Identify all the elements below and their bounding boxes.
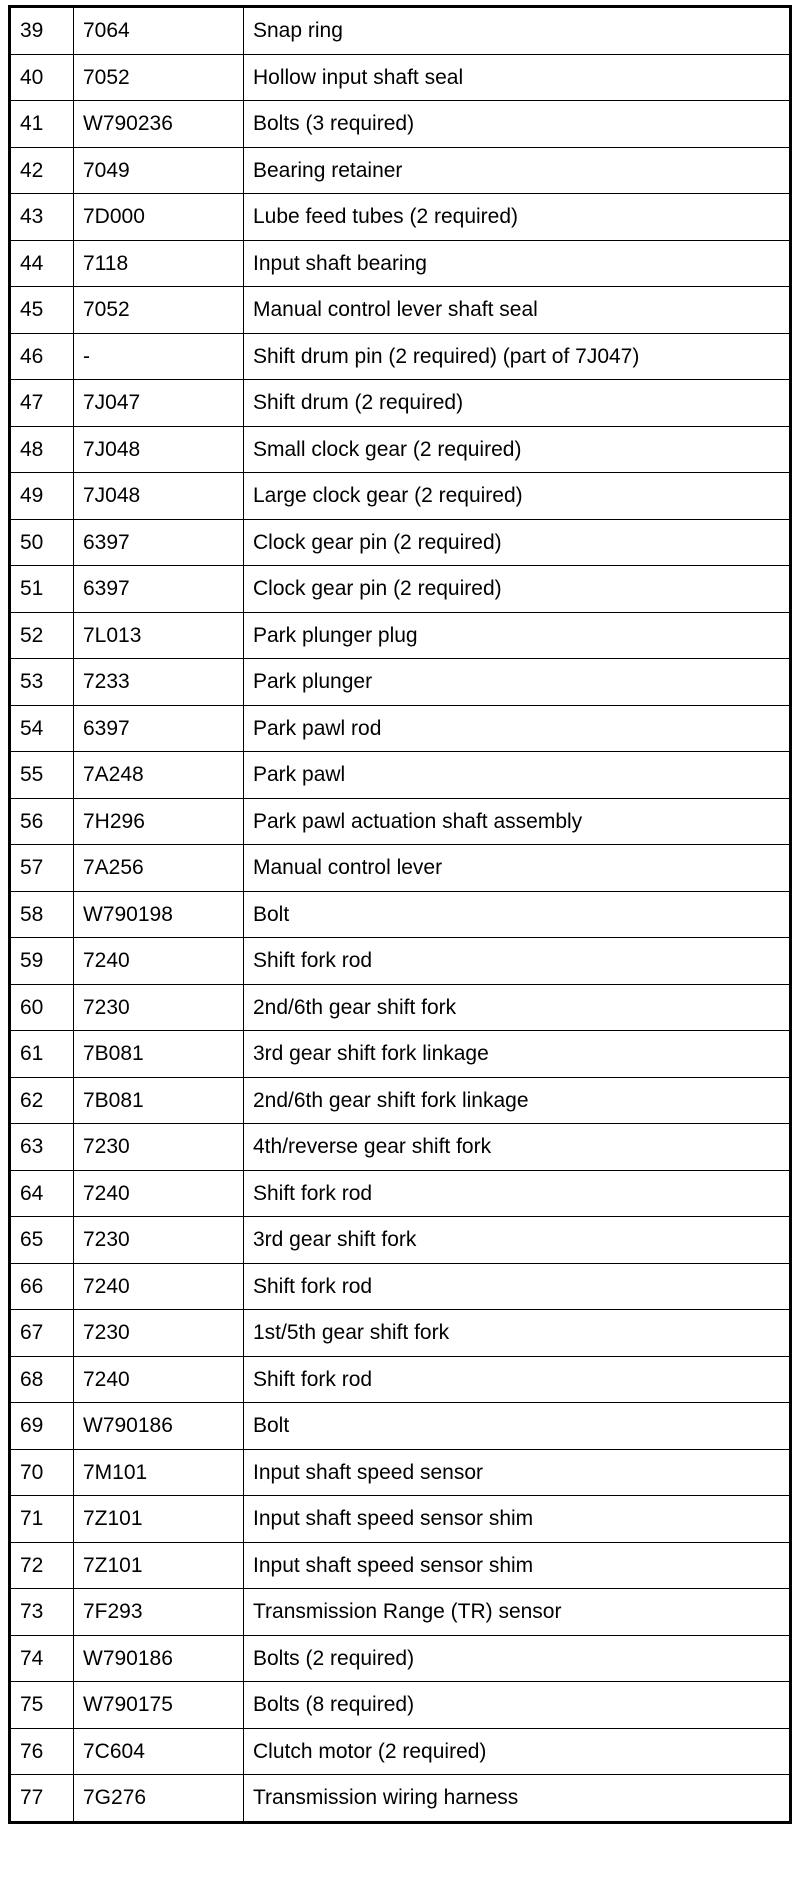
item-number-cell: 69	[10, 1403, 74, 1450]
description-cell: Small clock gear (2 required)	[244, 426, 791, 473]
table-row	[10, 845, 791, 892]
part-number-cell: 7052	[74, 287, 244, 334]
part-number-cell: 7B081	[74, 1077, 244, 1124]
description-cell: Bolt	[244, 1403, 791, 1450]
item-number-cell: 45	[10, 287, 74, 334]
description-cell: Bolts (8 required)	[244, 1682, 791, 1729]
parts-table	[8, 5, 792, 1824]
description-cell: Transmission Range (TR) sensor	[244, 1589, 791, 1636]
table-row	[10, 1310, 791, 1357]
table-row	[10, 1775, 791, 1823]
description-cell: Transmission wiring harness	[244, 1775, 791, 1823]
table-row	[10, 473, 791, 520]
item-number-cell: 41	[10, 101, 74, 148]
item-number-cell: 65	[10, 1217, 74, 1264]
item-number-cell: 58	[10, 891, 74, 938]
description-cell: Park pawl actuation shaft assembly	[244, 798, 791, 845]
item-number-cell: 64	[10, 1170, 74, 1217]
description-cell: 1st/5th gear shift fork	[244, 1310, 791, 1357]
description-cell: Manual control lever	[244, 845, 791, 892]
part-number-cell: 7230	[74, 1217, 244, 1264]
part-number-cell: 6397	[74, 519, 244, 566]
part-number-cell: W790186	[74, 1635, 244, 1682]
part-number-cell: 7L013	[74, 612, 244, 659]
part-number-cell: W790236	[74, 101, 244, 148]
item-number-cell: 61	[10, 1031, 74, 1078]
part-number-cell: 7230	[74, 984, 244, 1031]
table-row	[10, 659, 791, 706]
table-row	[10, 1077, 791, 1124]
part-number-cell: 7230	[74, 1124, 244, 1171]
item-number-cell: 57	[10, 845, 74, 892]
description-cell: Shift drum pin (2 required) (part of 7J047)	[244, 333, 791, 380]
table-row	[10, 752, 791, 799]
description-cell: Park plunger plug	[244, 612, 791, 659]
part-number-cell: 7064	[74, 7, 244, 55]
description-cell: Bearing retainer	[244, 147, 791, 194]
item-number-cell: 53	[10, 659, 74, 706]
description-cell: Snap ring	[244, 7, 791, 55]
part-number-cell: W790198	[74, 891, 244, 938]
item-number-cell: 63	[10, 1124, 74, 1171]
item-number-cell: 47	[10, 380, 74, 427]
item-number-cell: 39	[10, 7, 74, 55]
description-cell: Bolts (2 required)	[244, 1635, 791, 1682]
table-row	[10, 1356, 791, 1403]
description-cell: 2nd/6th gear shift fork linkage	[244, 1077, 791, 1124]
part-number-cell: 7M101	[74, 1449, 244, 1496]
item-number-cell: 54	[10, 705, 74, 752]
part-number-cell: 7240	[74, 1263, 244, 1310]
item-number-cell: 43	[10, 194, 74, 241]
description-cell: Clutch motor (2 required)	[244, 1728, 791, 1775]
part-number-cell: 7F293	[74, 1589, 244, 1636]
table-row	[10, 1589, 791, 1636]
table-row	[10, 7, 791, 55]
table-row	[10, 1496, 791, 1543]
item-number-cell: 46	[10, 333, 74, 380]
part-number-cell: 7D000	[74, 194, 244, 241]
description-cell: Input shaft bearing	[244, 240, 791, 287]
item-number-cell: 74	[10, 1635, 74, 1682]
item-number-cell: 62	[10, 1077, 74, 1124]
item-number-cell: 56	[10, 798, 74, 845]
part-number-cell: 7G276	[74, 1775, 244, 1823]
part-number-cell: 7C604	[74, 1728, 244, 1775]
item-number-cell: 66	[10, 1263, 74, 1310]
description-cell: Park pawl	[244, 752, 791, 799]
table-row	[10, 287, 791, 334]
part-number-cell: 7A248	[74, 752, 244, 799]
item-number-cell: 44	[10, 240, 74, 287]
part-number-cell: 6397	[74, 566, 244, 613]
part-number-cell: W790186	[74, 1403, 244, 1450]
description-cell: Manual control lever shaft seal	[244, 287, 791, 334]
description-cell: 3rd gear shift fork linkage	[244, 1031, 791, 1078]
item-number-cell: 68	[10, 1356, 74, 1403]
item-number-cell: 76	[10, 1728, 74, 1775]
parts-table-body	[10, 7, 791, 1823]
description-cell: Hollow input shaft seal	[244, 54, 791, 101]
description-cell: Input shaft speed sensor	[244, 1449, 791, 1496]
part-number-cell: 7049	[74, 147, 244, 194]
item-number-cell: 51	[10, 566, 74, 613]
part-number-cell: 7240	[74, 1356, 244, 1403]
item-number-cell: 55	[10, 752, 74, 799]
part-number-cell: 7Z101	[74, 1496, 244, 1543]
table-row	[10, 1170, 791, 1217]
item-number-cell: 49	[10, 473, 74, 520]
part-number-cell: 6397	[74, 705, 244, 752]
table-row	[10, 984, 791, 1031]
part-number-cell: 7H296	[74, 798, 244, 845]
part-number-cell: 7240	[74, 1170, 244, 1217]
part-number-cell: 7B081	[74, 1031, 244, 1078]
table-row	[10, 1542, 791, 1589]
item-number-cell: 40	[10, 54, 74, 101]
table-row	[10, 1728, 791, 1775]
item-number-cell: 73	[10, 1589, 74, 1636]
item-number-cell: 50	[10, 519, 74, 566]
item-number-cell: 71	[10, 1496, 74, 1543]
description-cell: Clock gear pin (2 required)	[244, 519, 791, 566]
table-row	[10, 1635, 791, 1682]
description-cell: 2nd/6th gear shift fork	[244, 984, 791, 1031]
part-number-cell: 7J048	[74, 473, 244, 520]
description-cell: Shift fork rod	[244, 1170, 791, 1217]
table-row	[10, 798, 791, 845]
table-row	[10, 54, 791, 101]
table-row	[10, 1449, 791, 1496]
description-cell: Shift fork rod	[244, 1263, 791, 1310]
item-number-cell: 77	[10, 1775, 74, 1823]
part-number-cell: 7J048	[74, 426, 244, 473]
item-number-cell: 60	[10, 984, 74, 1031]
table-row	[10, 1124, 791, 1171]
table-row	[10, 891, 791, 938]
table-row	[10, 147, 791, 194]
description-cell: Shift fork rod	[244, 938, 791, 985]
table-row	[10, 1031, 791, 1078]
description-cell: Bolt	[244, 891, 791, 938]
description-cell: Input shaft speed sensor shim	[244, 1542, 791, 1589]
description-cell: 4th/reverse gear shift fork	[244, 1124, 791, 1171]
description-cell: Large clock gear (2 required)	[244, 473, 791, 520]
table-row	[10, 101, 791, 148]
item-number-cell: 52	[10, 612, 74, 659]
table-row	[10, 333, 791, 380]
table-row	[10, 194, 791, 241]
description-cell: Input shaft speed sensor shim	[244, 1496, 791, 1543]
description-cell: Bolts (3 required)	[244, 101, 791, 148]
description-cell: Park plunger	[244, 659, 791, 706]
part-number-cell: 7240	[74, 938, 244, 985]
item-number-cell: 42	[10, 147, 74, 194]
item-number-cell: 72	[10, 1542, 74, 1589]
table-row	[10, 426, 791, 473]
part-number-cell: 7Z101	[74, 1542, 244, 1589]
item-number-cell: 48	[10, 426, 74, 473]
table-row	[10, 519, 791, 566]
table-row	[10, 1403, 791, 1450]
part-number-cell: -	[74, 333, 244, 380]
part-number-cell: 7233	[74, 659, 244, 706]
part-number-cell: 7118	[74, 240, 244, 287]
item-number-cell: 75	[10, 1682, 74, 1729]
table-row	[10, 1263, 791, 1310]
item-number-cell: 67	[10, 1310, 74, 1357]
table-row	[10, 1682, 791, 1729]
table-row	[10, 612, 791, 659]
description-cell: Shift fork rod	[244, 1356, 791, 1403]
item-number-cell: 70	[10, 1449, 74, 1496]
description-cell: 3rd gear shift fork	[244, 1217, 791, 1264]
part-number-cell: W790175	[74, 1682, 244, 1729]
part-number-cell: 7J047	[74, 380, 244, 427]
table-row	[10, 380, 791, 427]
description-cell: Lube feed tubes (2 required)	[244, 194, 791, 241]
description-cell: Shift drum (2 required)	[244, 380, 791, 427]
table-row	[10, 566, 791, 613]
description-cell: Clock gear pin (2 required)	[244, 566, 791, 613]
part-number-cell: 7052	[74, 54, 244, 101]
part-number-cell: 7A256	[74, 845, 244, 892]
table-row	[10, 938, 791, 985]
item-number-cell: 59	[10, 938, 74, 985]
description-cell: Park pawl rod	[244, 705, 791, 752]
table-row	[10, 1217, 791, 1264]
part-number-cell: 7230	[74, 1310, 244, 1357]
table-row	[10, 240, 791, 287]
table-row	[10, 705, 791, 752]
